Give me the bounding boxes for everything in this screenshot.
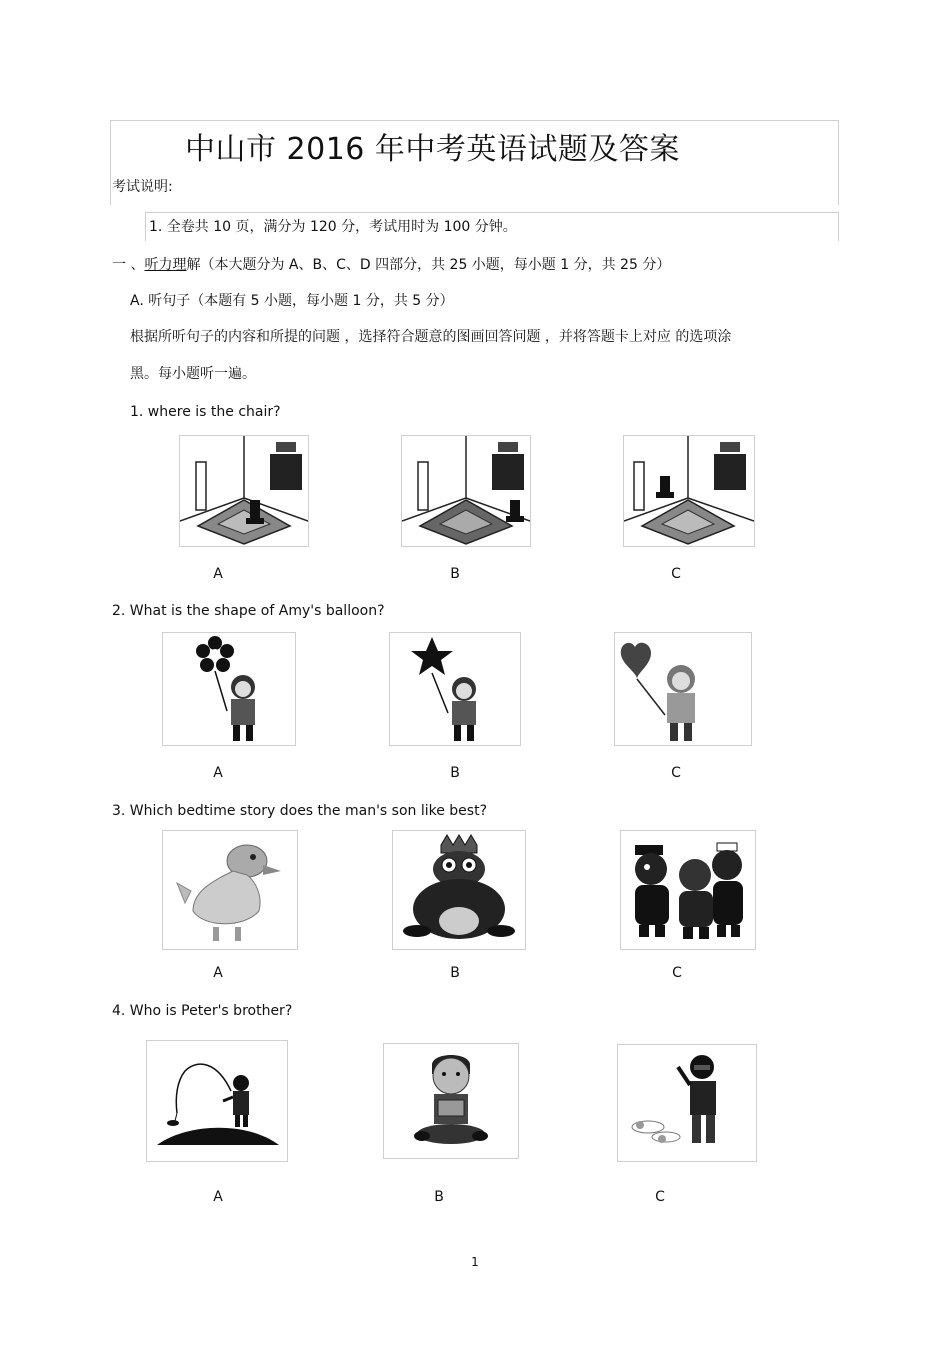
q1-picture-a	[179, 435, 309, 547]
q2-option-c: C	[671, 765, 681, 781]
q3-picture-c	[620, 830, 756, 950]
q4-option-b: B	[434, 1189, 444, 1205]
section-heading-underlined: 听力理	[144, 257, 187, 273]
q1-option-b: B	[450, 566, 460, 582]
q4-picture-b	[383, 1043, 519, 1159]
question-3: 3. Which bedtime story does the man's son like best?	[112, 803, 488, 819]
instruction-line-2: 黑。每小题听一遍。	[130, 366, 256, 382]
q4-picture-c	[617, 1044, 757, 1162]
question-2: 2. What is the shape of Amy's balloon?	[112, 603, 385, 619]
page-title: 中山市 2016 年中考英语试题及答案	[185, 132, 680, 167]
q2-picture-b	[389, 632, 521, 746]
page-number: 1	[471, 1255, 479, 1269]
q4-option-a: A	[213, 1189, 223, 1205]
q2-option-a: A	[213, 765, 223, 781]
q3-option-a: A	[213, 965, 223, 981]
q1-option-c: C	[671, 566, 681, 582]
section-heading-rest: 解（本大题分为 A、B、C、D 四部分，共 25 小题，每小题 1 分，共 25 分）	[186, 257, 671, 273]
exam-note-label: 考试说明:	[112, 179, 173, 195]
q2-option-b: B	[450, 765, 460, 781]
q4-picture-a	[146, 1040, 288, 1162]
q1-picture-b	[401, 435, 531, 547]
instruction-line-1: 根据所听句子的内容和所提的问题 ，选择符合题意的图画回答问题 ，并将答题卡上对应 的选项涂	[130, 329, 732, 345]
q2-picture-c	[614, 632, 752, 746]
q3-option-c: C	[672, 965, 682, 981]
q4-option-c: C	[655, 1189, 665, 1205]
q1-option-a: A	[213, 566, 223, 582]
section-heading	[112, 254, 670, 274]
question-1: 1. where is the chair?	[130, 404, 281, 420]
q3-picture-a	[162, 830, 298, 950]
section-heading-prefix: 一 、	[112, 257, 145, 273]
q3-picture-b	[392, 830, 526, 950]
part-a-title: A. 听句子（本题有 5 小题，每小题 1 分，共 5 分）	[130, 293, 454, 309]
q1-picture-c	[623, 435, 755, 547]
question-4: 4. Who is Peter's brother?	[112, 1003, 293, 1019]
q3-option-b: B	[450, 965, 460, 981]
exam-note-1: 1. 全卷共 10 页，满分为 120 分，考试用时为 100 分钟。	[149, 219, 517, 235]
q2-picture-a	[162, 632, 296, 746]
